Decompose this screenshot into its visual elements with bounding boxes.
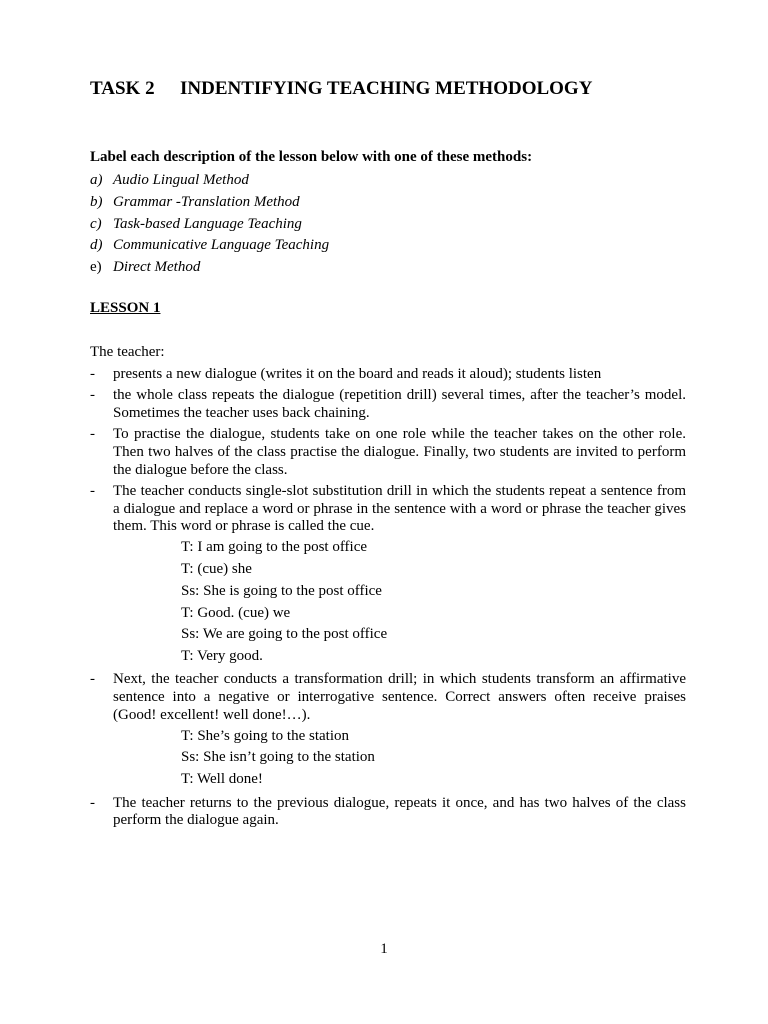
step-text: Next, the teacher conducts a transformation drill; in which students transform an affirmative sentence into a negative or interrogative sentence. Correct answers often receive praises (Good! excellent! well done!…). [113,671,686,723]
method-letter: e) [90,259,102,276]
method-letter: b) [90,193,103,210]
step-item [90,366,686,384]
step-item [90,387,686,422]
method-name: Audio Lingual Method [113,172,249,188]
drill-example [113,537,686,668]
drill-line: T: Well done! [181,771,263,788]
method-name: Communicative Language Teaching [113,237,330,254]
step-text: To practise the dialogue, students take on one role while the teacher takes on the other role. Then two halves of the class practise the dialogue. Finally, two students are invited to perform the dialogue before the class. [113,426,686,478]
task-number: TASK 2 [90,78,155,99]
method-item [90,214,329,236]
bullet-dash: - [90,426,95,443]
bullet-dash: - [90,483,95,499]
bullet-dash: - [90,794,95,811]
task-title: INDENTIFYING TEACHING METHODOLOGY [180,78,593,99]
step-text: the whole class repeats the dialogue (repetition drill) several times, after the teacher’s model. Sometimes the teacher uses back chaining. [113,387,686,421]
method-letter: a) [90,172,103,188]
step-item [90,483,686,668]
method-name: Direct Method [113,259,201,276]
drill-line: Ss: She is going to the post office [181,582,382,599]
step-text: presents a new dialogue (writes it on the board and reads it aloud); students listen [113,366,602,382]
drill-line: Ss: We are going to the post office [181,626,388,643]
instruction-text: Label each description of the lesson below with one of these methods: [90,149,533,165]
drill-line: T: Good. (cue) we [181,604,291,621]
drill-line: T: Very good. [181,648,263,665]
method-item [90,170,329,192]
drill-example [113,726,686,791]
bullet-dash: - [90,387,95,404]
step-item [90,795,686,830]
bullet-dash: - [90,366,95,382]
method-letter: c) [90,215,102,232]
step-item [90,426,686,479]
step-text: The teacher returns to the previous dialogue, repeats it once, and has two halves of the class perform the dialogue again. [113,794,686,829]
method-item [90,257,329,279]
drill-line: Ss: She isn’t going to the station [181,749,375,766]
method-name: Grammar -Translation Method [113,193,300,210]
bullet-dash: - [90,671,95,688]
methods-list [90,170,329,279]
method-item [90,192,329,214]
drill-line: T: She’s going to the station [181,727,349,744]
method-name: Task-based Language Teaching [113,215,302,232]
drill-line: T: (cue) she [181,560,252,577]
method-letter: d) [90,237,103,254]
lesson-heading: LESSON 1 [90,300,161,316]
step-text: The teacher conducts single-slot substitution drill in which the students repeat a sentence from a dialogue and replace a word or phrase in the sentence with a word or phrase the teacher gives them. This word or phrase is called the cue. [113,483,686,535]
step-item [90,671,686,791]
drill-line: T: I am going to the post office [181,539,368,556]
lesson-intro: The teacher: [90,344,165,360]
page-number: 1 [380,941,388,957]
task-heading [90,78,592,100]
lesson-steps [90,366,686,834]
method-item [90,235,329,257]
